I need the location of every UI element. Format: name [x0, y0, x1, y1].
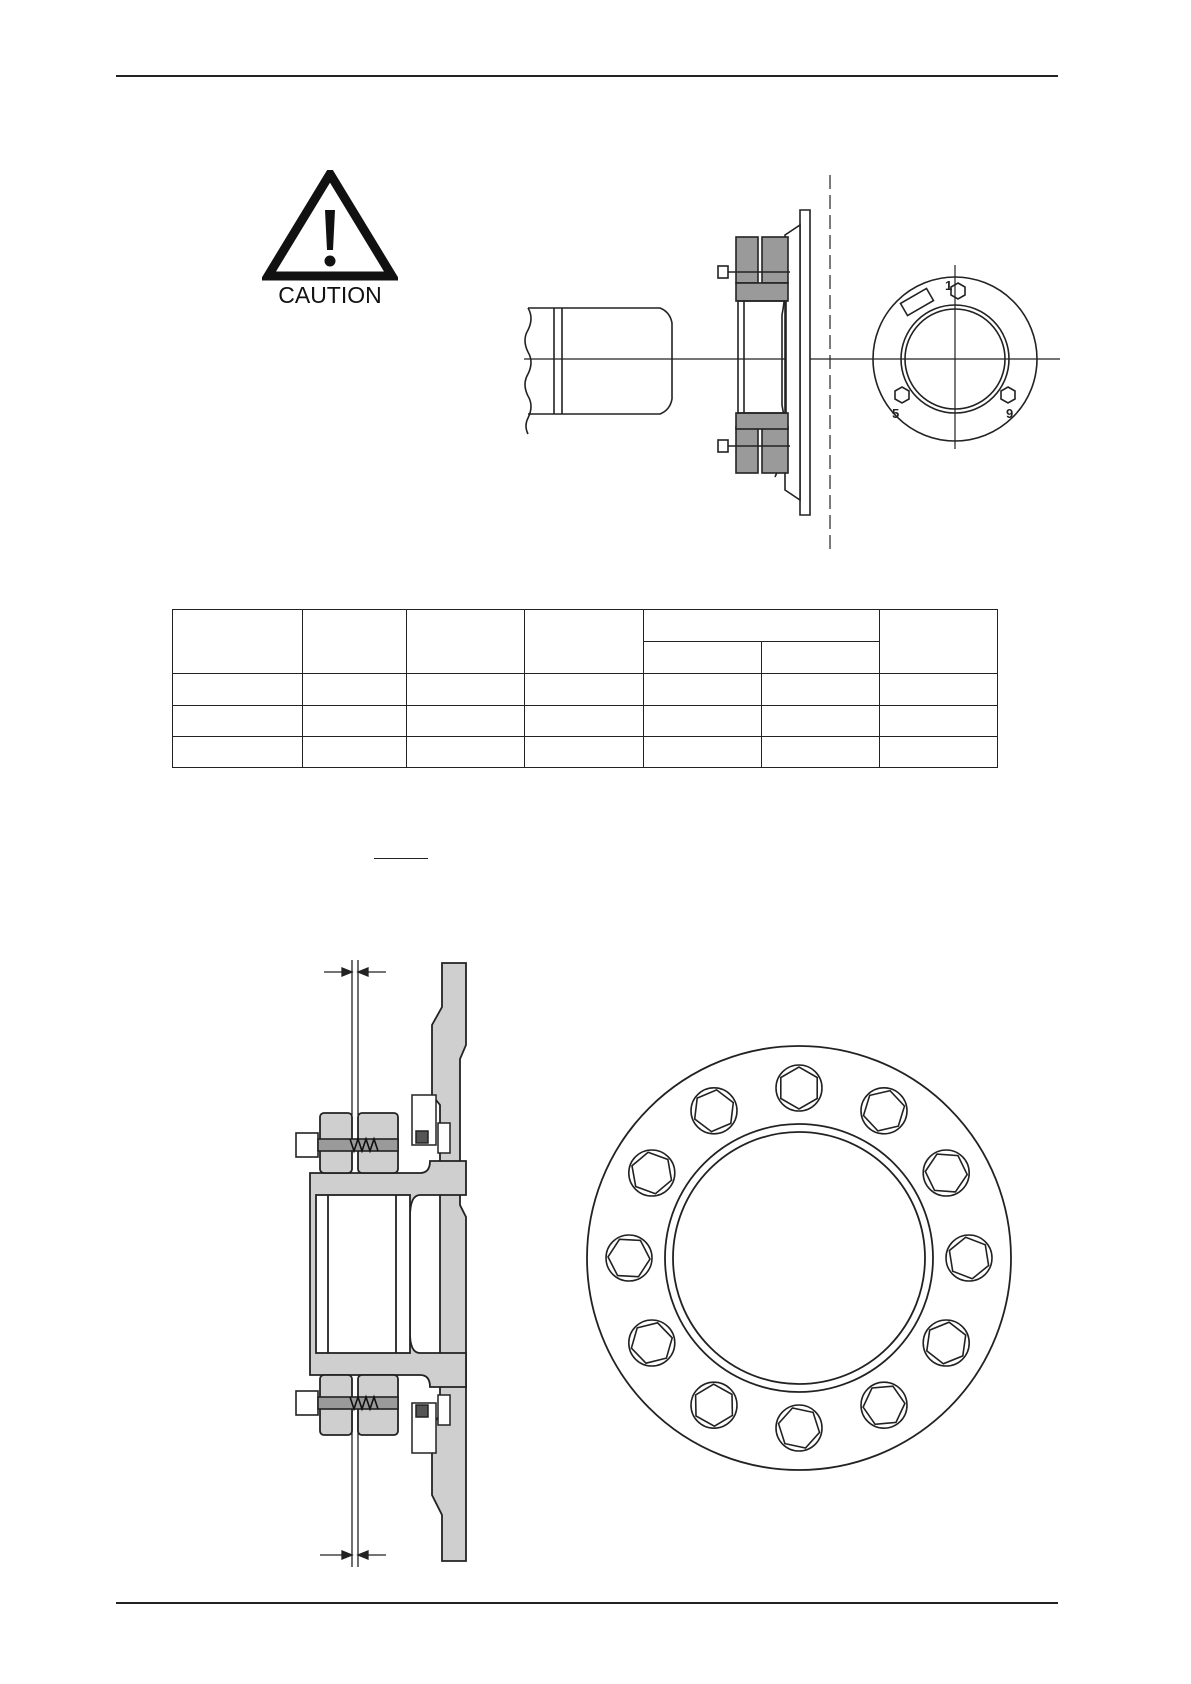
- table-cell: [173, 674, 303, 705]
- face-view-figure: [584, 1043, 1014, 1473]
- table-cell: [643, 736, 761, 767]
- table-subheader-cell: [643, 642, 761, 674]
- bolt-head-icon: [951, 283, 965, 299]
- table-row: [173, 705, 998, 736]
- table-row: [173, 674, 998, 705]
- table-cell: [407, 736, 525, 767]
- table-cell: [761, 705, 879, 736]
- end-view: [873, 265, 1037, 449]
- footer-rule: [116, 1602, 1058, 1604]
- table-cell: [643, 705, 761, 736]
- gap-dimension-top: [324, 960, 386, 1115]
- table-header-cell: [303, 610, 407, 674]
- table-subheader-cell: [761, 642, 879, 674]
- table-header-cell: [879, 610, 997, 674]
- table-header-cell: [525, 610, 643, 674]
- assembly-figure-top: [500, 165, 1060, 565]
- hole-number-1: 1: [945, 278, 953, 293]
- table-cell: [173, 736, 303, 767]
- table-cell: [879, 674, 997, 705]
- table-cell: [303, 736, 407, 767]
- table-cell: [407, 674, 525, 705]
- table-cell: [525, 705, 643, 736]
- bore-outer-circle: [665, 1124, 933, 1392]
- bolt-head-icon: [1001, 387, 1015, 403]
- table-cell: [643, 674, 761, 705]
- shrink-disc-lower: [718, 413, 790, 473]
- hole-number-9: 9: [1006, 406, 1014, 421]
- hole-number-5: 5: [892, 406, 900, 421]
- table-cell: [303, 674, 407, 705]
- table-cell: [879, 705, 997, 736]
- flange-section: [432, 963, 466, 1561]
- section-view-figure: [290, 955, 480, 1575]
- bolt-head-icon: [895, 387, 909, 403]
- spec-table: [172, 609, 998, 768]
- inner-sleeve: [738, 301, 786, 413]
- table-cell: [761, 674, 879, 705]
- table-cell: [173, 705, 303, 736]
- shaft: [525, 308, 672, 434]
- table-cell: [525, 674, 643, 705]
- table-header-cell: [643, 610, 879, 642]
- table-header-cell: [173, 610, 303, 674]
- table-row: [173, 736, 998, 767]
- short-underline: [374, 858, 428, 859]
- table-cell: [525, 736, 643, 767]
- exclamation-mark-icon: [325, 210, 335, 250]
- table-cell: [303, 705, 407, 736]
- table-cell: [407, 705, 525, 736]
- caution-symbol: [262, 170, 398, 310]
- header-rule: [116, 75, 1058, 77]
- table-header-row: [173, 610, 998, 642]
- table-cell: [761, 736, 879, 767]
- shrink-disc-upper: [718, 237, 790, 301]
- table-header-cell: [407, 610, 525, 674]
- caution-label: CAUTION: [278, 282, 382, 308]
- hub-flange: [775, 175, 830, 555]
- bore-inner-circle: [673, 1132, 925, 1384]
- table-cell: [879, 736, 997, 767]
